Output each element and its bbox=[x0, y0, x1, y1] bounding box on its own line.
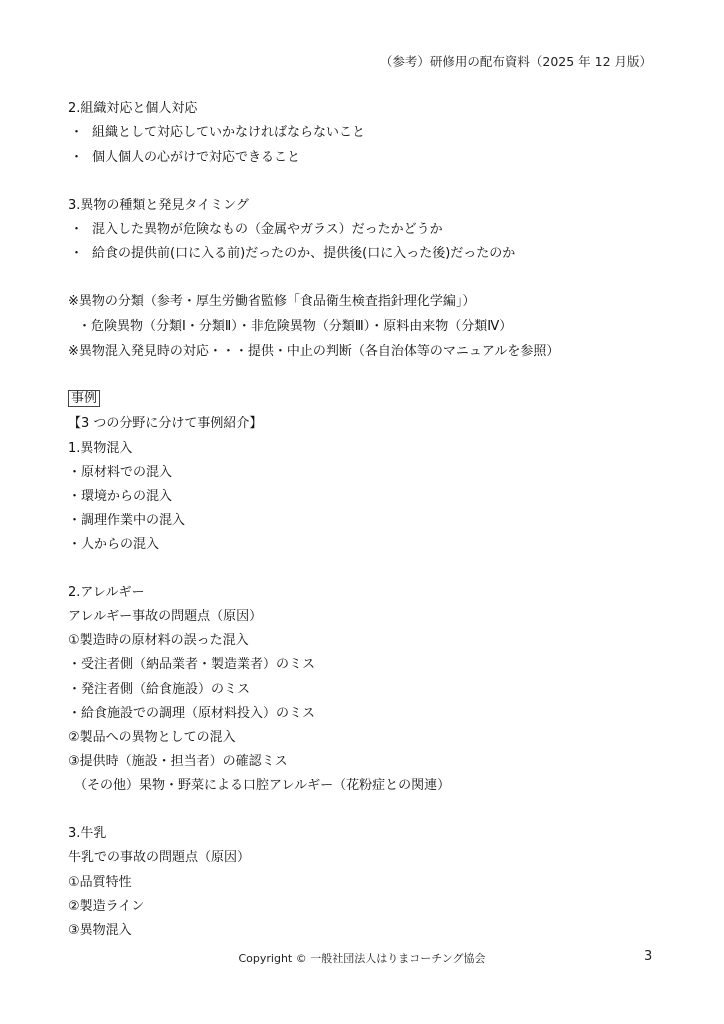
page-header: （参考）研修用の配布資料（2025 年 12 月版） bbox=[379, 54, 652, 69]
cases-intro: 【3 つの分野に分けて事例紹介】 bbox=[68, 416, 263, 431]
note-categories: ・危険異物（分類Ⅰ・分類Ⅱ）・非危険異物（分類Ⅲ）・原料由来物（分類Ⅳ） bbox=[78, 319, 513, 334]
list-item: ・原材料での混入 bbox=[68, 465, 173, 480]
note-classification: ※異物の分類（参考・厚生労働省監修「食品衛生検査指針理化学編」） bbox=[68, 294, 476, 309]
cases-label-line bbox=[68, 391, 100, 407]
section-2-bullet-1 bbox=[70, 125, 365, 141]
section-3-bullet-1 bbox=[70, 222, 443, 238]
milk-title: 3.牛乳 bbox=[68, 826, 107, 841]
list-item: ・受注者側（納品業者・製造業者）のミス bbox=[68, 657, 316, 672]
bullet-mark: ・ bbox=[70, 125, 84, 140]
list-item: ・人からの混入 bbox=[68, 537, 160, 552]
list-item: ③異物混入 bbox=[68, 923, 132, 938]
section-2-bullet-2 bbox=[70, 150, 300, 166]
bullet-mark: ・ bbox=[70, 150, 84, 165]
allergy-subtitle: アレルギー事故の問題点（原因） bbox=[68, 609, 263, 624]
milk-subtitle: 牛乳での事故の問題点（原因） bbox=[68, 850, 251, 865]
list-item: ②製造ライン bbox=[68, 899, 145, 914]
list-item: ①品質特性 bbox=[68, 875, 132, 890]
foreign-title: 1.異物混入 bbox=[68, 441, 133, 456]
section-2-title: 2.組織対応と個人対応 bbox=[68, 101, 198, 116]
note-response: ※異物混入発見時の対応・・・提供・中止の判断（各自治体等のマニュアルを参照） bbox=[68, 344, 560, 359]
section-3-title: 3.異物の種類と発見タイミング bbox=[68, 198, 249, 213]
page-number: 3 bbox=[644, 949, 653, 964]
list-item: ①製造時の原材料の誤った混入 bbox=[68, 633, 249, 648]
bullet-text: 給食の提供前(口に入る前)だったのか、提供後(口に入った後)だったのか bbox=[92, 246, 516, 261]
copyright-footer: Copyright © 一般社団法人はりまコーチング協会 bbox=[238, 952, 486, 965]
cases-label: 事例 bbox=[68, 390, 100, 407]
bullet-mark: ・ bbox=[70, 222, 84, 237]
bullet-text: 混入した異物が危険なもの（金属やガラス）だったかどうか bbox=[92, 222, 443, 237]
section-3-bullet-2 bbox=[70, 246, 515, 262]
list-item: ③提供時（施設・担当者）の確認ミス bbox=[68, 754, 288, 769]
list-item: （その他）果物・野菜による口腔アレルギー（花粉症との関連） bbox=[74, 778, 451, 793]
bullet-mark: ・ bbox=[70, 246, 84, 261]
list-item: ・調理作業中の混入 bbox=[68, 513, 186, 528]
list-item: ・給食施設での調理（原材料投入）のミス bbox=[68, 706, 316, 721]
list-item: ・発注者側（給食施設）のミス bbox=[68, 682, 251, 697]
list-item: ・環境からの混入 bbox=[68, 489, 173, 504]
list-item: ②製品への異物としての混入 bbox=[68, 730, 236, 745]
bullet-text: 個人個人の心がけで対応できること bbox=[92, 150, 301, 165]
allergy-title: 2.アレルギー bbox=[68, 585, 145, 600]
bullet-text: 組織として対応していかなければならないこと bbox=[92, 125, 366, 140]
